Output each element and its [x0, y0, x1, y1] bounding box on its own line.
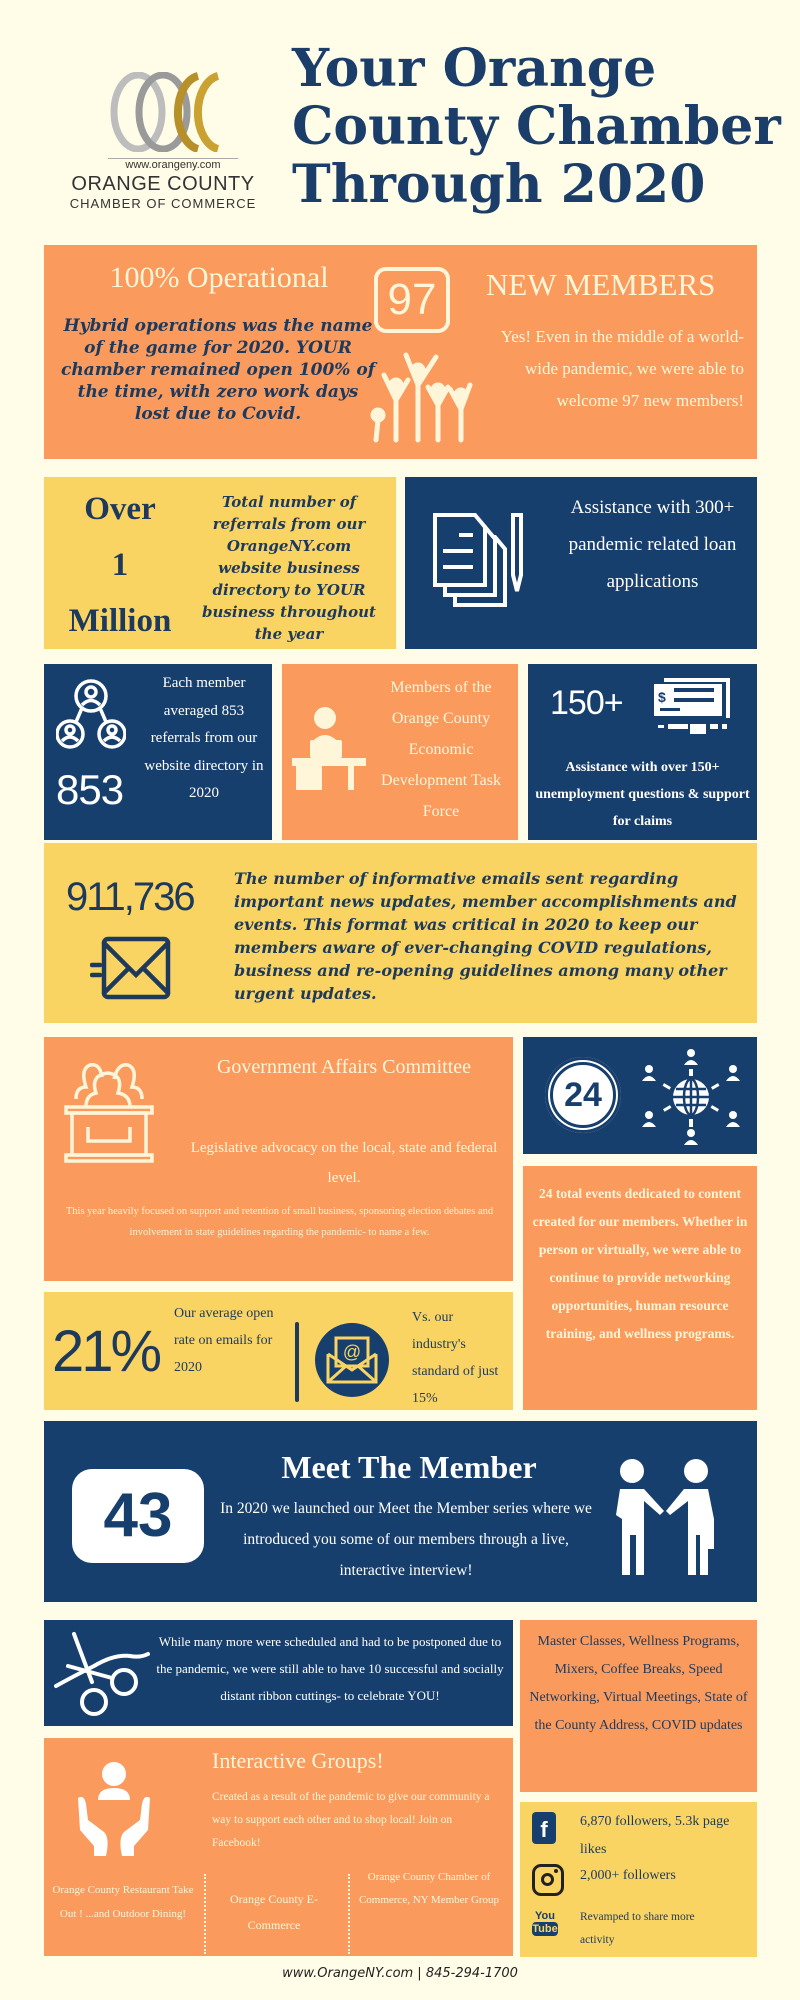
- social-panel: [520, 1802, 757, 1957]
- groups-body: Created as a result of the pandemic to give our community a way to support each other and to shop local! Join on Facebook!: [212, 1791, 490, 1849]
- new-members-heading: NEW MEMBERS: [486, 267, 716, 302]
- task-force-body: Members of the Orange County Economic Development Task Force: [381, 679, 501, 820]
- groups-panel: [44, 1738, 513, 1956]
- open-rate-number: 21%: [52, 1319, 160, 1384]
- group-divider-1: [204, 1874, 206, 1954]
- global-network-icon: [635, 1045, 747, 1149]
- check-payment-icon: [650, 674, 734, 738]
- loans-panel: [405, 477, 757, 649]
- referrals-big-number: Over 1 Million: [68, 491, 172, 639]
- logo-rings-icon: [48, 72, 278, 152]
- sent-email-icon: [90, 935, 172, 1001]
- facebook-stats: 6,870 followers, 5.3k page likes: [580, 1814, 730, 1857]
- referrals-body: Total number of referrals from our OrangeNY.com website business directory to YOUR business throughout the year: [202, 493, 376, 643]
- operational-members-panel: [44, 245, 757, 459]
- events-panel: [523, 1166, 757, 1410]
- group-item-member-group[interactable]: Orange County Chamber of Commerce, NY Member Group: [358, 1871, 500, 1906]
- documents-pen-icon: [425, 505, 545, 625]
- open-rate-compare: Vs. our industry's standard of just 15%: [412, 1310, 499, 1406]
- open-rate-panel: [44, 1292, 513, 1410]
- handshake-people-icon: [612, 1459, 722, 1579]
- events-count-number: 24: [550, 1062, 616, 1128]
- meet-member-panel: [44, 1421, 757, 1602]
- open-rate-body: Our average open rate on emails for 2020: [174, 1306, 274, 1375]
- instagram-stats: 2,000+ followers: [580, 1868, 676, 1883]
- logo-org-name: ORANGE COUNTY: [71, 173, 255, 195]
- ribbon-panel: [44, 1620, 513, 1726]
- group-divider-2: [348, 1874, 350, 1954]
- gov-affairs-panel: [44, 1037, 513, 1281]
- events-count-panel: [523, 1037, 757, 1154]
- instagram-icon[interactable]: [532, 1864, 564, 1896]
- task-force-panel: [282, 664, 518, 840]
- at-symbol: @: [342, 1342, 362, 1362]
- gov-affairs-subheading: Legislative advocacy on the local, state and federal level.: [190, 1140, 498, 1186]
- programs-body: Master Classes, Wellness Programs, Mixers, Coffee Breaks, Speed Networking, Virtual Meetings, State of the County Address, COVID updates: [529, 1634, 748, 1733]
- footer-contact[interactable]: www.OrangeNY.com | 845-294-1700: [282, 1966, 518, 1981]
- youtube-stats: Revamped to share more activity: [580, 1911, 695, 1946]
- ribbon-body: While many more were scheduled and had to be postponed due to the pandemic, we were still able to have 10 successful and socially distant ribbon cuttings- to celebrate YOU!: [156, 1634, 504, 1703]
- divider: [295, 1322, 299, 1402]
- facebook-icon[interactable]: f: [532, 1812, 556, 1844]
- logo-url: www.orangeny.com: [108, 158, 238, 171]
- committee-podium-icon: [64, 1059, 154, 1169]
- avg-referrals-panel: [44, 664, 272, 840]
- emails-number: 911,736: [66, 875, 194, 919]
- meet-member-count: 43: [72, 1469, 204, 1563]
- emails-body: The number of informative emails sent regarding important news updates, member accomplishments and events. This format was critical in 2020 to keep our members aware of ever-changing COVID regulations, business and re-opening guidelines among many other urgent updates.: [234, 869, 737, 1003]
- group-item-restaurant[interactable]: Orange County Restaurant Take Out ! ...and Outdoor Dining!: [52, 1884, 194, 1920]
- emails-panel: [44, 843, 757, 1023]
- avg-referrals-body: Each member averaged 853 referrals from our website directory in 2020: [144, 675, 264, 801]
- title-line-2: County Chamber: [292, 96, 781, 157]
- caring-hands-icon: [76, 1760, 152, 1856]
- meet-member-heading: Meet The Member: [281, 1449, 537, 1485]
- email-at-icon: [314, 1322, 390, 1398]
- dollar-sign: $: [658, 689, 666, 705]
- programs-panel: [520, 1620, 757, 1792]
- logo-org-subname: CHAMBER OF COMMERCE: [69, 196, 257, 211]
- gov-affairs-body: This year heavily focused on support and retention of small business, sponsoring election debates and involvement in state guidelines regarding the pandemic- to name a few.: [65, 1206, 494, 1238]
- youtube-icon[interactable]: You Tube: [532, 1910, 558, 1935]
- unemployment-body: Assistance with over 150+ unemployment questions & support for claims: [535, 760, 750, 829]
- page-title: [292, 38, 781, 215]
- desk-worker-icon: [290, 704, 370, 794]
- title-line-1: Your Orange: [292, 38, 657, 99]
- chamber-logo: [48, 72, 278, 212]
- operational-heading: 100% Operational: [109, 261, 329, 294]
- events-count-badge: [545, 1057, 621, 1133]
- avg-referrals-number: 853: [56, 766, 124, 813]
- network-people-icon: [56, 678, 126, 750]
- loans-body: Assistance with 300+ pandemic related loan applications: [568, 497, 737, 592]
- meet-member-body: In 2020 we launched our Meet the Member series where we introduced you some of our members through a live, interactive interview!: [220, 1500, 592, 1579]
- events-body: 24 total events dedicated to content created for our members. Whether in person or virtually, we were able to continue to provide networking opportunities, human resource training, and wellness programs.: [532, 1186, 748, 1341]
- unemployment-panel: [528, 664, 757, 840]
- referrals-panel: [44, 477, 396, 649]
- title-line-3: Through 2020: [292, 154, 706, 215]
- operational-body: Hybrid operations was the name of the game for 2020. YOUR chamber remained open 100% of the time, with zero work days lost due to Covid.: [60, 316, 376, 424]
- new-members-count: 97: [374, 267, 450, 333]
- ribbon-scissors-icon: [54, 1626, 150, 1722]
- celebrating-people-icon: [366, 345, 476, 445]
- group-item-ecommerce[interactable]: Orange County E-Commerce: [230, 1892, 318, 1932]
- groups-heading: Interactive Groups!: [212, 1748, 384, 1773]
- unemployment-number: 150+: [550, 684, 623, 722]
- gov-affairs-heading: Government Affairs Committee: [216, 1056, 472, 1078]
- new-members-body: Yes! Even in the middle of a world-wide pandemic, we were able to welcome 97 new members!: [500, 327, 744, 410]
